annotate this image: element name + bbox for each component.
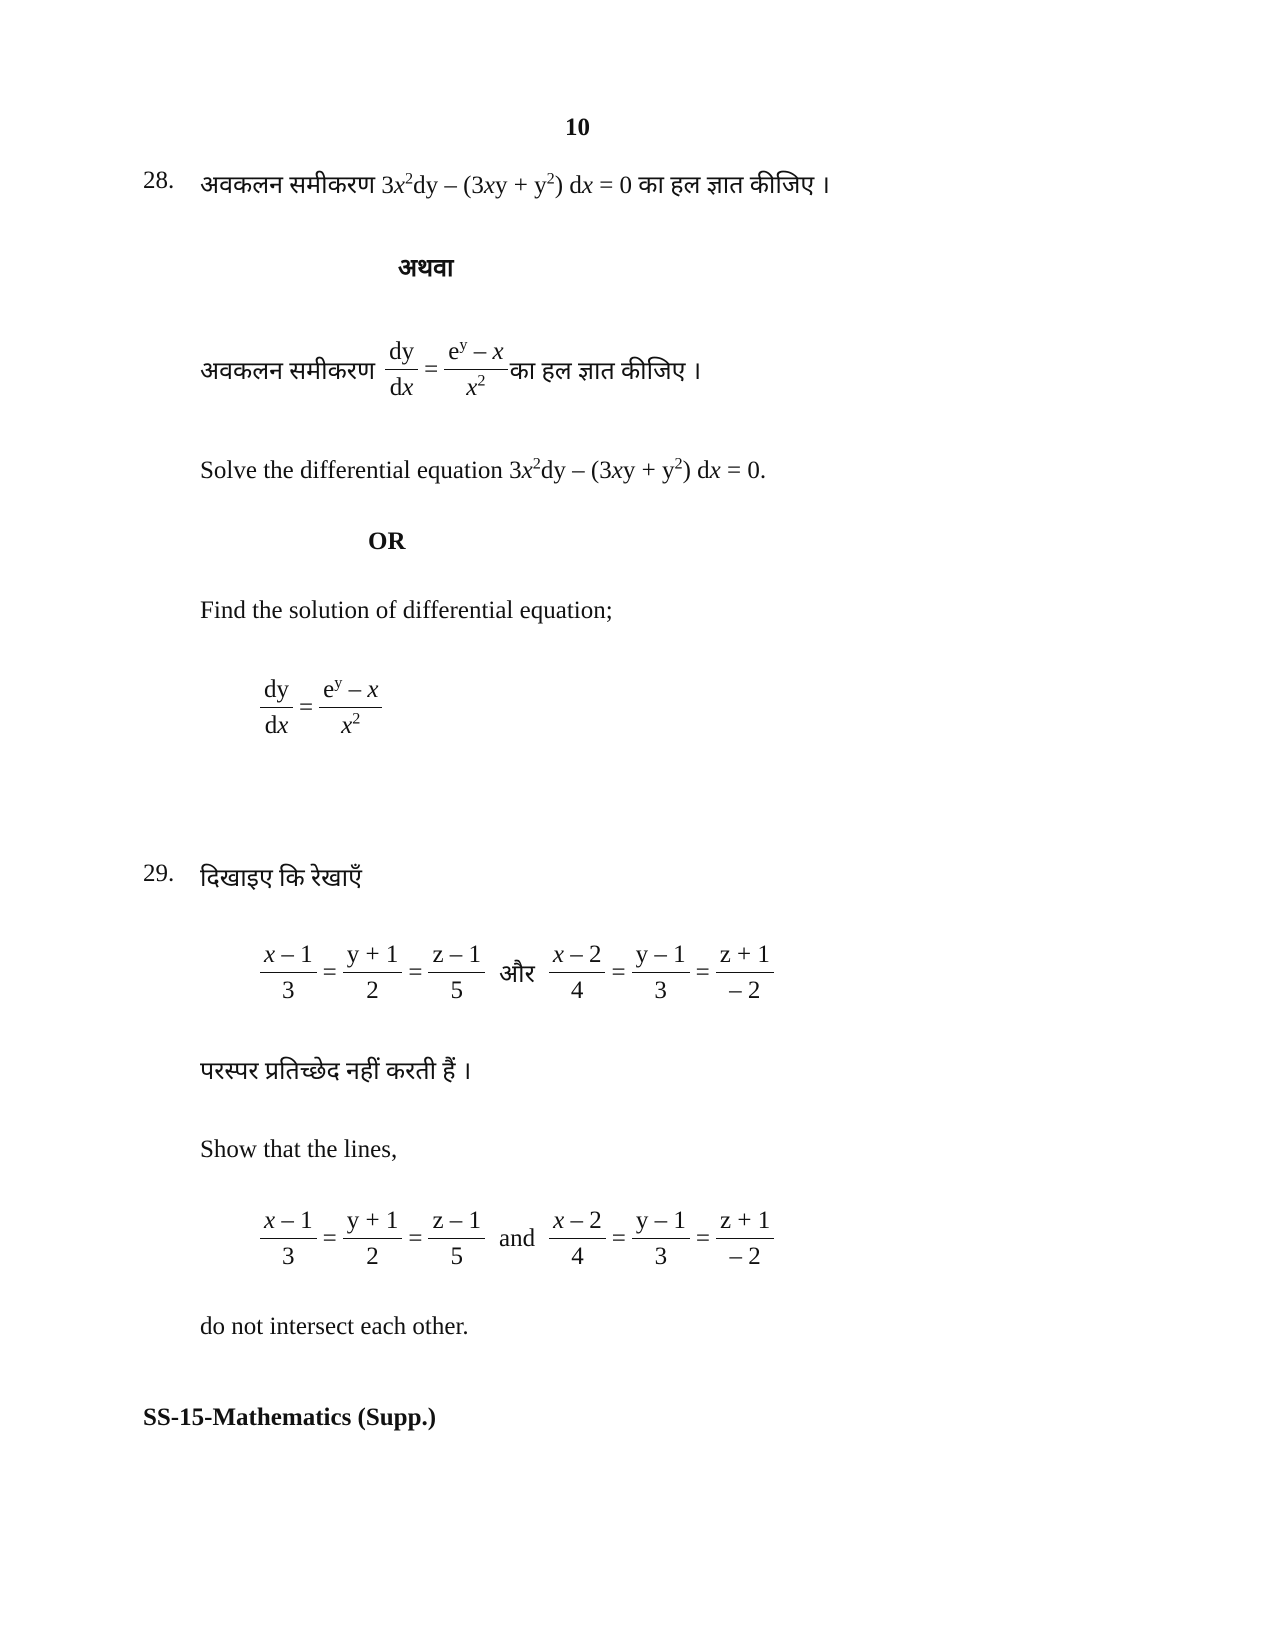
q28-alt-english-statement: Find the solution of differential equation; <box>200 597 613 624</box>
q29-english-intro: Show that the lines, <box>200 1136 398 1163</box>
q28-hindi-statement: अवकलन समीकरण $3x^2dy - (3xy + y^2)$ dx = 0 का हल ज्ञात कीजिए । <box>200 169 830 199</box>
line1-frac-2: $\frac{y + 1}{2}$ <box>343 939 403 1007</box>
q29-hindi-intro: दिखाइए कि रेखाएँ <box>200 865 362 892</box>
line1-frac-1: $\frac{x - 1}{3}$ <box>260 1205 317 1273</box>
line1-frac-2: $\frac{y + 1}{2}$ <box>343 1205 403 1273</box>
q29-english-outro: do not intersect each other. <box>200 1313 469 1340</box>
q29-english-equations: $\frac{x - 1}{3}$ = $\frac{y + 1}{2}$ = $\frac{z - 1}{5}$ and $\frac{x - 2}{4}$ = $\frac{y - 1}{3}$ = $\frac{z + 1}{- 2}$ <box>258 1205 776 1273</box>
conjunction-hindi: और <box>499 960 535 988</box>
q29-number: 29. <box>143 860 175 887</box>
q28-english-statement: Solve the differential equation $3x^2dy - (3xy + y^2)$ dx = 0. <box>200 454 767 484</box>
rhs-fraction: $\frac{e^y - x}{x^2}$ <box>319 674 382 742</box>
line1-frac-1: $\frac{x - 1}{3}$ <box>260 939 317 1007</box>
line2-frac-2: $\frac{y - 1}{3}$ <box>632 1205 690 1273</box>
q28-alt-hindi-statement: अवकलन समीकरण $\frac{dy}{dx}$ = $\frac{e^y - x}{x^2}$ का हल ज्ञात कीजिए । <box>200 336 701 404</box>
conjunction-english: and <box>499 1224 536 1252</box>
q28-or-english: OR <box>368 528 406 555</box>
line1-frac-3: $\frac{z - 1}{5}$ <box>428 1205 485 1273</box>
page-number: 10 <box>565 114 590 141</box>
q28-number: 28. <box>143 167 175 194</box>
line2-frac-1: $\frac{x - 2}{4}$ <box>549 939 606 1007</box>
rhs-fraction: $\frac{e^y - x}{x^2}$ <box>444 336 507 404</box>
line2-frac-3: $\frac{z + 1}{- 2}$ <box>716 939 774 1007</box>
line2-frac-3: $\frac{z + 1}{- 2}$ <box>716 1205 774 1273</box>
line2-frac-1: $\frac{x - 2}{4}$ <box>549 1205 606 1273</box>
q29-hindi-outro: परस्पर प्रतिच्छेद नहीं करती हैं । <box>200 1058 472 1085</box>
line2-frac-2: $\frac{y - 1}{3}$ <box>632 939 690 1007</box>
dy-dx-fraction: $\frac{dy}{dx}$ <box>385 336 418 404</box>
dy-dx-fraction: $\frac{dy}{dx}$ <box>260 674 293 742</box>
q28-english-equation: $\frac{dy}{dx}$ = $\frac{e^y - x}{x^2}$ <box>258 674 384 742</box>
line1-frac-3: $\frac{z - 1}{5}$ <box>428 939 485 1007</box>
q28-or-hindi: अथवा <box>398 255 454 282</box>
footer-paper-code: SS-15-Mathematics (Supp.) <box>143 1404 437 1431</box>
q29-hindi-equations: $\frac{x - 1}{3}$ = $\frac{y + 1}{2}$ = $\frac{z - 1}{5}$ और $\frac{x - 2}{4}$ = $\frac{y - 1}{3}$ = $\frac{z + 1}{- 2}$ <box>258 939 776 1007</box>
